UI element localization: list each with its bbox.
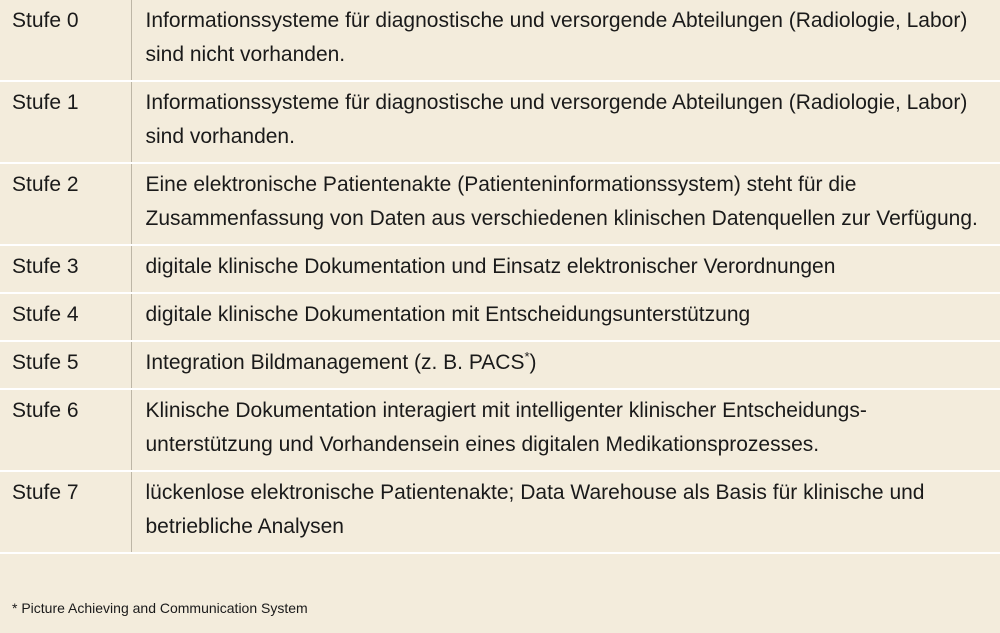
stage-label: Stufe 6 [0,389,131,471]
stage-description: digitale klinische Dokumentation und Einsatz elektronischer Verordnungen [131,245,1000,293]
stage-label: Stufe 5 [0,341,131,389]
stage-description: digitale klinische Dokumentation mit Entscheidungsunterstützung [131,293,1000,341]
stage-label: Stufe 2 [0,163,131,245]
table-row [0,163,1000,245]
table-row [0,0,1000,81]
stage-description: Eine elektronische Patientenakte (Patienteninformationssystem) steht für die Zusammenfassung von Daten aus verschiedenen klinischen Datenquellen zur Verfügung. [131,163,1000,245]
footnote: * Picture Achieving and Communication System [12,600,308,616]
table-row [0,81,1000,163]
stage-description-text: Integration Bildmanagement (z. B. PACS [145,351,525,374]
table-row [0,293,1000,341]
stage-description: Klinische Dokumentation interagiert mit intelligenter klinischer Entscheidungs-unterstützung und Vorhandensein eines digitalen Medikationsprozesses. [131,389,1000,471]
stage-label: Stufe 1 [0,81,131,163]
table-row [0,471,1000,553]
stage-description: Informationssysteme für diagnostische und versorgende Abteilungen (Radiologie, Labor) sind nicht vorhanden. [131,0,1000,81]
footnote-marker: * [524,349,530,364]
stage-description: Informationssysteme für diagnostische und versorgende Abteilungen (Radiologie, Labor) sind vorhanden. [131,81,1000,163]
stage-description-text-end: ) [529,351,537,374]
table-row [0,341,1000,389]
stage-label: Stufe 3 [0,245,131,293]
table-row [0,389,1000,471]
stage-label: Stufe 0 [0,0,131,81]
stage-description [131,341,1000,389]
stage-label: Stufe 7 [0,471,131,553]
stage-description: lückenlose elektronische Patientenakte; Data Warehouse als Basis für klinische und betriebliche Analysen [131,471,1000,553]
stage-label: Stufe 4 [0,293,131,341]
table-row [0,245,1000,293]
